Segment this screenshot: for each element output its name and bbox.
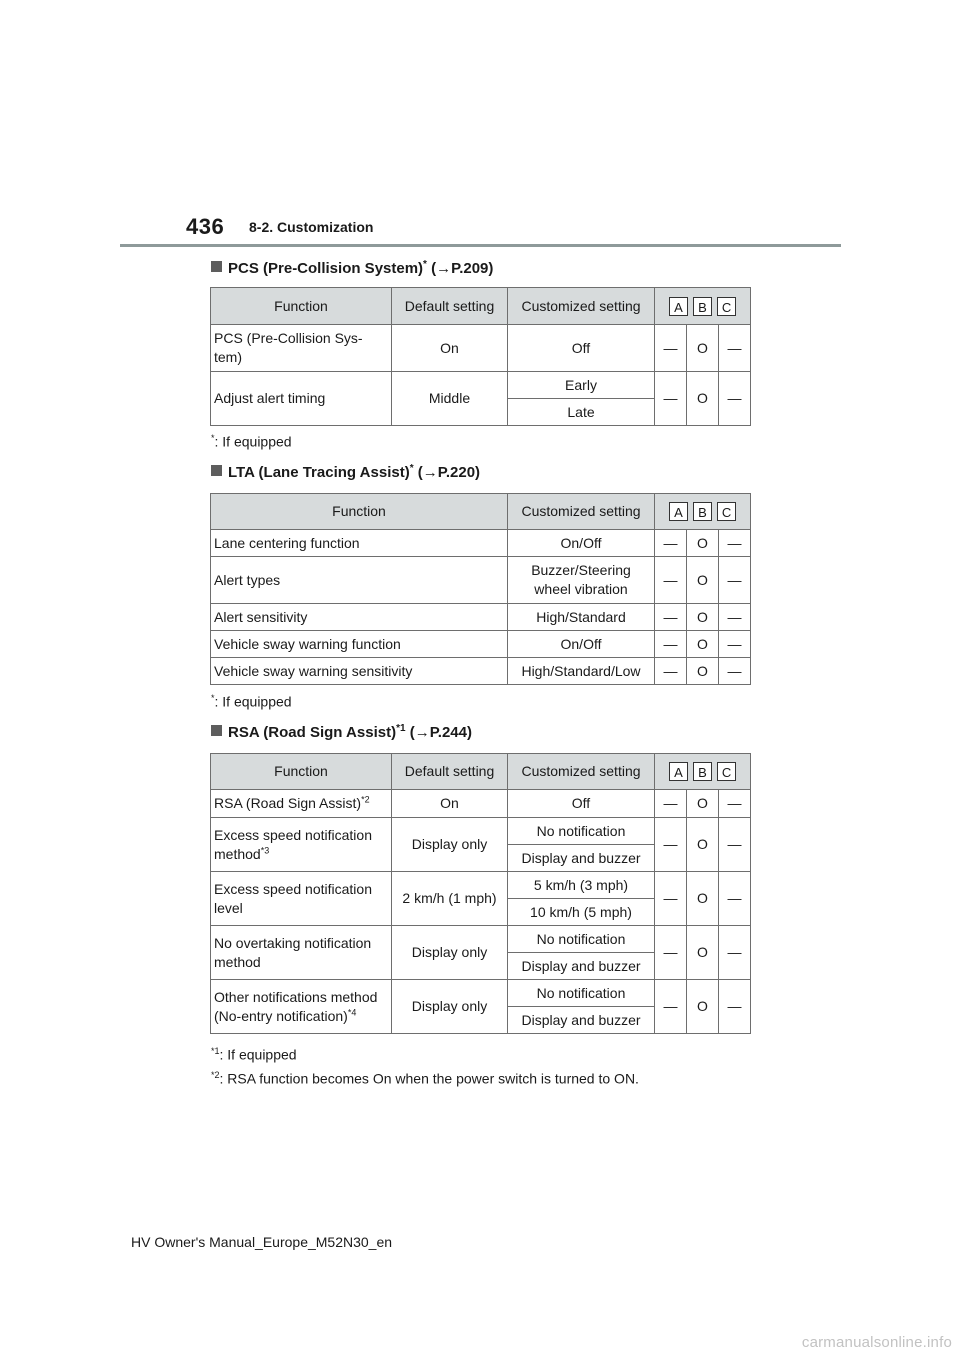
mode-a-cell: — (655, 980, 687, 1034)
mode-a-cell: — (655, 557, 687, 604)
table-row (211, 872, 751, 899)
lta-title-footnote-mark: * (409, 463, 414, 474)
table-header-row (211, 494, 751, 530)
customized-setting-cell: Display and buzzer (508, 953, 655, 980)
mode-c-cell: — (719, 557, 751, 604)
column-header-customized-setting: Customized setting (508, 754, 655, 790)
column-header-function: Function (211, 288, 392, 325)
customized-setting-cell: On/Off (508, 530, 655, 557)
mode-c-icon: C (717, 502, 736, 521)
customized-setting-cell: No notification (508, 980, 655, 1007)
mode-b-cell: O (687, 631, 719, 658)
mode-a-cell: — (655, 530, 687, 557)
footnote-mark: *3 (260, 844, 270, 855)
customized-setting-cell: Display and buzzer (508, 1007, 655, 1034)
table-row (211, 790, 751, 818)
mode-b-cell: O (687, 872, 719, 926)
pcs-footnote: *: If equipped (211, 433, 292, 450)
customized-setting-cell: No notification (508, 818, 655, 845)
table-row (211, 980, 751, 1007)
mode-b-cell: O (687, 530, 719, 557)
mode-b-icon: B (693, 297, 712, 316)
manual-footer: HV Owner's Manual_Europe_M52N30_en (131, 1234, 393, 1250)
footnote-mark: * (211, 693, 215, 703)
function-cell: Vehicle sway warning sensitivity (211, 658, 508, 685)
lta-section-title: LTA (Lane Tracing Assist)* (→P.220) (211, 463, 480, 481)
default-setting-cell: Display only (392, 980, 508, 1034)
customized-setting-cell: Late (508, 399, 655, 426)
pcs-title-footnote-mark: * (423, 259, 427, 270)
mode-b-cell: O (687, 325, 719, 372)
customized-setting-cell: High/Standard/Low (508, 658, 655, 685)
function-cell: Adjust alert timing (211, 372, 392, 426)
default-setting-cell: Display only (392, 818, 508, 872)
default-setting-cell: On (392, 325, 508, 372)
page-number: 436 (186, 214, 225, 239)
function-cell: RSA (Road Sign Assist)$^{*2}$ (211, 790, 392, 818)
mode-a-cell: — (655, 631, 687, 658)
column-header-default-setting: Default setting (392, 288, 508, 325)
customized-setting-cell: 10 km/h (5 mph) (508, 899, 655, 926)
chapter-title: 8-2. Customization (249, 219, 374, 235)
column-header-modes (655, 288, 751, 325)
reference-arrow-icon: → (422, 464, 438, 481)
mode-a-icon: A (669, 762, 688, 781)
default-setting-cell: On (392, 790, 508, 818)
footnote-mark: *2 (211, 1070, 220, 1080)
function-cell: Lane centering function (211, 530, 508, 557)
table-row (211, 325, 751, 372)
default-setting-cell: 2 km/h (1 mph) (392, 872, 508, 926)
rsa-title-text: RSA (Road Sign Assist) (228, 724, 397, 741)
mode-a-icon: A (669, 297, 688, 316)
mode-c-cell: — (719, 818, 751, 872)
customized-setting-cell: 5 km/h (3 mph) (508, 872, 655, 899)
site-watermark: carmanualsonline.info (801, 1334, 952, 1351)
pcs-settings-table (210, 287, 751, 426)
column-header-modes (655, 494, 751, 530)
column-header-customized-setting: Customized setting (508, 288, 655, 325)
mode-b-cell: O (687, 790, 719, 818)
square-bullet-icon (211, 261, 222, 272)
column-header-customized-setting: Customized setting (508, 494, 655, 530)
lta-settings-table (210, 493, 751, 685)
reference-arrow-icon: → (414, 724, 430, 741)
mode-c-cell: — (719, 325, 751, 372)
mode-a-cell: — (655, 790, 687, 818)
mode-b-cell: O (687, 926, 719, 980)
function-cell: Other notifications method (No-entry notification)$^{*4}$ (211, 980, 392, 1034)
customized-setting-cell: Buzzer/Steering wheel vibration (508, 557, 655, 604)
function-cell: Vehicle sway warning function (211, 631, 508, 658)
default-setting-cell: Display only (392, 926, 508, 980)
mode-c-cell: — (719, 790, 751, 818)
table-row (211, 926, 751, 953)
mode-c-cell: — (719, 604, 751, 631)
mode-c-icon: C (717, 297, 736, 316)
customized-setting-cell: Off (508, 325, 655, 372)
column-header-function: Function (211, 494, 508, 530)
mode-a-icon: A (669, 502, 688, 521)
mode-a-cell: — (655, 658, 687, 685)
mode-b-cell: O (687, 372, 719, 426)
table-header-row (211, 288, 751, 325)
footnote-mark: *4 (347, 1006, 357, 1017)
mode-a-cell: — (655, 818, 687, 872)
customized-setting-cell: Off (508, 790, 655, 818)
function-cell: Alert sensitivity (211, 604, 508, 631)
mode-c-cell: — (719, 980, 751, 1034)
table-row (211, 658, 751, 685)
column-header-function: Function (211, 754, 392, 790)
table-row (211, 557, 751, 604)
table-row (211, 818, 751, 845)
mode-b-cell: O (687, 557, 719, 604)
function-cell: Excess speed notification level (211, 872, 392, 926)
mode-c-cell: — (719, 658, 751, 685)
mode-b-cell: O (687, 604, 719, 631)
lta-footnote: *: If equipped (211, 693, 292, 710)
mode-b-cell: O (687, 980, 719, 1034)
table-row (211, 631, 751, 658)
rsa-title-footnote-mark: *1 (396, 723, 406, 734)
mode-b-cell: O (687, 658, 719, 685)
function-cell: Alert types (211, 557, 508, 604)
function-cell: Excess speed notification method$^{*3}$ (211, 818, 392, 872)
footnote-mark: * (211, 433, 215, 443)
reference-arrow-icon: → (436, 260, 452, 277)
mode-c-cell: — (719, 372, 751, 426)
mode-b-cell: O (687, 818, 719, 872)
mode-c-cell: — (719, 631, 751, 658)
header-divider (120, 244, 841, 247)
default-setting-cell: Middle (392, 372, 508, 426)
table-row (211, 530, 751, 557)
pcs-title-text: PCS (Pre-Collision System) (228, 260, 424, 277)
mode-a-cell: — (655, 926, 687, 980)
pcs-section-title: PCS (Pre-Collision System)* (→P.209) (211, 259, 493, 277)
customized-setting-cell: High/Standard (508, 604, 655, 631)
lta-page-reference[interactable]: P.220 (437, 464, 476, 481)
mode-a-cell: — (655, 872, 687, 926)
rsa-settings-table (210, 753, 751, 1034)
rsa-footnote-1: $^{*1}$: If equipped (211, 1046, 297, 1063)
column-header-modes (655, 754, 751, 790)
lta-title-text: LTA (Lane Tracing Assist) (228, 464, 410, 481)
customized-setting-cell: Early (508, 372, 655, 399)
mode-a-cell: — (655, 372, 687, 426)
mode-a-cell: — (655, 325, 687, 372)
mode-c-cell: — (719, 530, 751, 557)
table-header-row (211, 754, 751, 790)
function-cell: No overtaking notification method (211, 926, 392, 980)
customized-setting-cell: On/Off (508, 631, 655, 658)
mode-b-icon: B (693, 762, 712, 781)
function-cell: PCS (Pre-Collision Sys- tem) (211, 325, 392, 372)
square-bullet-icon (211, 725, 222, 736)
mode-c-icon: C (717, 762, 736, 781)
table-row (211, 372, 751, 399)
mode-c-cell: — (719, 872, 751, 926)
customized-setting-cell: No notification (508, 926, 655, 953)
rsa-page-reference[interactable]: P.244 (429, 724, 467, 741)
square-bullet-icon (211, 465, 222, 476)
rsa-footnote-2: $^{*2}$: RSA function becomes On when the power switch is turned to ON. (211, 1070, 639, 1087)
rsa-section-title: RSA (Road Sign Assist)$^{*1}$ (→P.244) (211, 723, 472, 741)
table-row (211, 604, 751, 631)
mode-a-cell: — (655, 604, 687, 631)
customized-setting-cell: Display and buzzer (508, 845, 655, 872)
footnote-mark: *1 (211, 1046, 220, 1056)
footnote-mark: *2 (361, 794, 370, 805)
column-header-default-setting: Default setting (392, 754, 508, 790)
mode-c-cell: — (719, 926, 751, 980)
pcs-page-reference[interactable]: P.209 (451, 260, 489, 277)
mode-b-icon: B (693, 502, 712, 521)
